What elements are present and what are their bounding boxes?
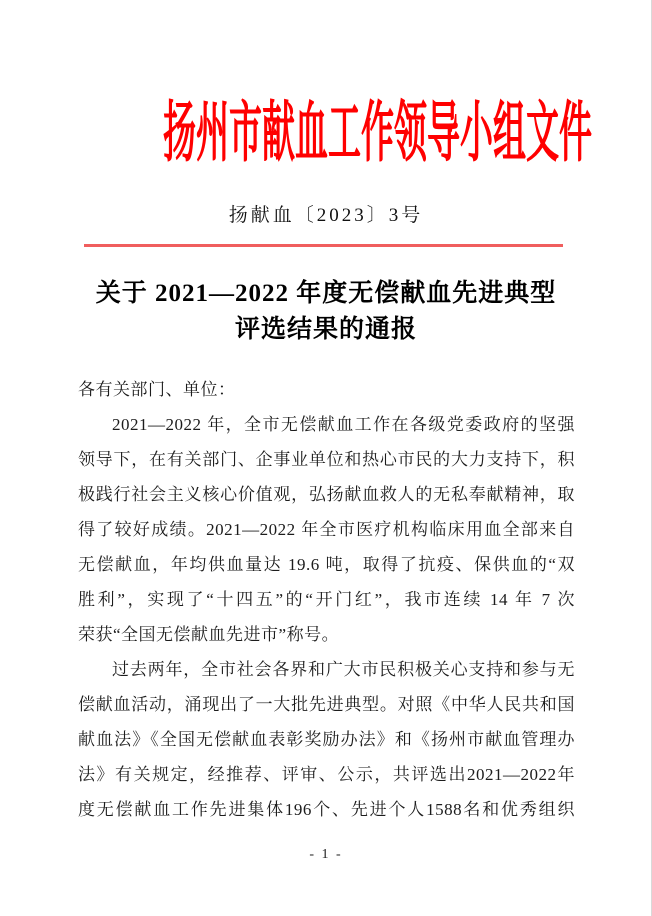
- body-line: 法》有关规定，经推荐、评审、公示，共评选出2021—2022年: [78, 765, 575, 784]
- body-line: 荣获“全国无偿献血先进市”称号。: [78, 625, 340, 644]
- page-number: - 1 -: [309, 847, 343, 862]
- document-title: [0, 276, 652, 348]
- body-line: 过去两年，全市社会各界和广大市民积极关心支持和参与无: [112, 660, 575, 679]
- body-line: 极践行社会主义核心价值观，弘扬献血救人的无私奉献精神，取: [78, 485, 575, 504]
- salutation-line: 各有关部门、单位：: [78, 380, 236, 399]
- body-line: 胜利”，实现了“十四五”的“开门红”，我市连续 14 年 7 次: [78, 590, 575, 609]
- body-line: 献血法》《全国无偿献血表彰奖励办法》和《扬州市献血管理办: [78, 730, 575, 749]
- body-line: 偿献血活动，涌现出了一大批先进典型。对照《中华人民共和国: [78, 695, 575, 714]
- red-letterhead-title: 扬州市献血工作领导小组文件: [163, 97, 592, 170]
- body-line: 无偿献血，年均供血量达 19.6 吨，取得了抗疫、保供血的“双: [78, 555, 575, 574]
- body-line: 2021—2022 年，全市无偿献血工作在各级党委政府的坚强: [112, 415, 575, 434]
- red-divider-rule: [84, 244, 563, 247]
- document-body: [78, 372, 575, 827]
- body-line: 度无偿献血工作先进集体196个、先进个人1588名和优秀组织: [78, 800, 575, 819]
- body-line: 领导下，在有关部门、企事业单位和热心市民的大力支持下，积: [78, 450, 575, 469]
- body-line: 得了较好成绩。2021—2022 年全市医疗机构临床用血全部来自: [78, 520, 575, 539]
- document-number: 扬献血〔2023〕3号: [228, 205, 424, 226]
- document-title-line2: 评选结果的通报: [234, 316, 417, 343]
- document-title-line1: 关于 2021—2022 年度无偿献血先进典型: [95, 280, 557, 307]
